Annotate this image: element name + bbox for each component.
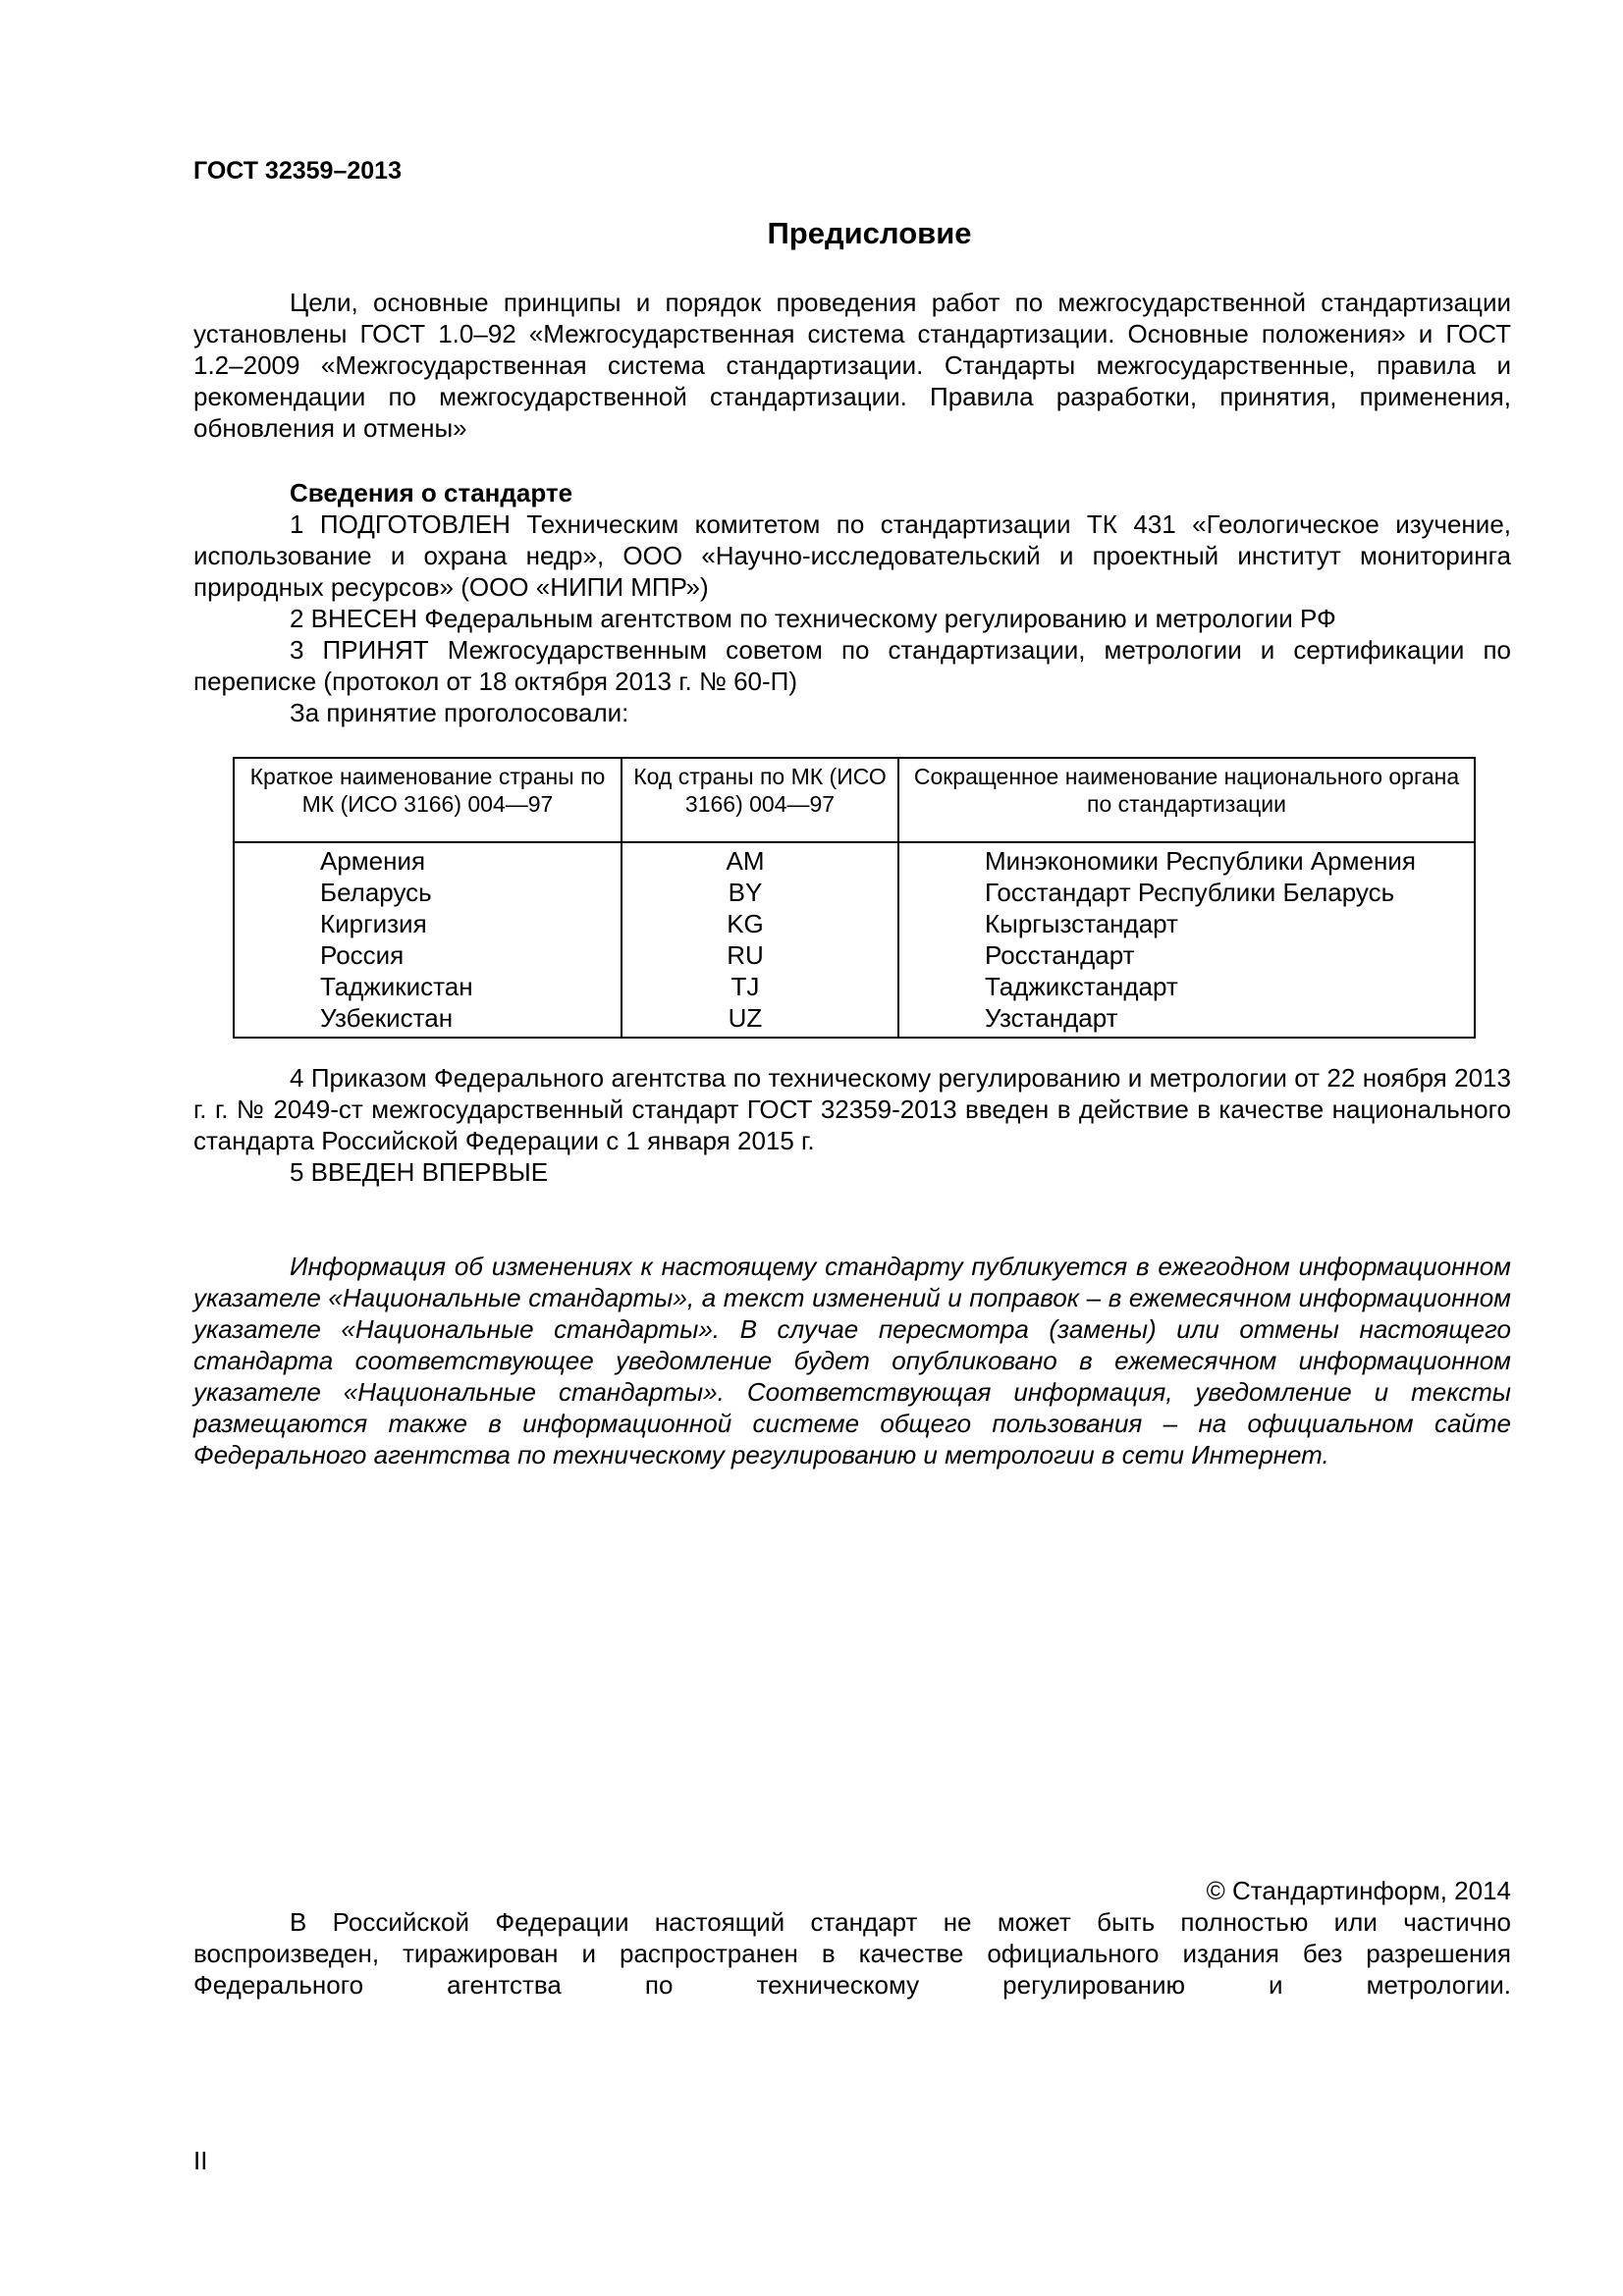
table-row (234, 877, 1475, 908)
table-row (234, 939, 1475, 971)
votes-table (233, 757, 1476, 1039)
country-name: Киргизия (234, 908, 622, 939)
country-name: Россия (234, 939, 622, 971)
header-country: Краткое наименование страны по МК (ИСО 3166) 004—97 (234, 758, 622, 842)
country-code: BY (622, 877, 898, 908)
copyright-line: © Стандартинформ, 2014 (1206, 1876, 1511, 1905)
country-name: Беларусь (234, 877, 622, 908)
country-code: TJ (622, 971, 898, 1002)
standard-info-heading: Сведения о стандарте (290, 478, 573, 507)
country-name: Таджикистан (234, 971, 622, 1002)
header-body: Сокращенное наименование национального органа по стандартизации (898, 758, 1475, 842)
page-number: II (193, 2146, 208, 2175)
country-code: UZ (622, 1002, 898, 1038)
rights-notice-paragraph: В Российской Федерации настоящий стандарт не может быть полностью или частично воспроизведен, тиражирован и распространен в качестве официального издания без разрешения Федерального агентства по техническому регулированию и метрологии. (193, 1907, 1511, 2000)
info-item-2: 2 ВНЕСЕН Федеральным агентством по техническому регулированию и метрологии РФ (290, 604, 1336, 633)
table-row (234, 908, 1475, 939)
country-code: RU (622, 939, 898, 971)
page-title: Предисловие (767, 216, 972, 250)
standards-body: Таджикстандарт (898, 971, 1475, 1002)
info-item-1: 1 ПОДГОТОВЛЕН Техническим комитетом по стандартизации ТК 431 «Геологическое изучение, использование и охрана недр», ООО «Научно-исследовательский и проектный институт мониторинга природных ресурсов» (ООО «НИПИ МПР») (193, 509, 1511, 602)
standards-body: Узстандарт (898, 1002, 1475, 1038)
header-code: Код страны по МК (ИСО 3166) 004—97 (622, 758, 898, 842)
intro-paragraph: Цели, основные принципы и порядок проведения работ по межгосударственной стандартизации установлены ГОСТ 1.0–92 «Межгосударственная система стандартизации. Основные положения» и ГОСТ 1.2–2009 «Межгосударственная система стандартизации. Стандарты межгосударственные, правила и рекомендации по межгосударственной стандартизации. Правила разработки, принятия, применения, обновления и отмены» (193, 288, 1511, 443)
info-item-3: 3 ПРИНЯТ Межгосударственным советом по стандартизации, метрологии и сертификации по переписке (протокол от 18 октября 2013 г. № 60-П) (193, 635, 1511, 696)
standards-body: Минэкономики Республики Армения (898, 842, 1475, 877)
table-row (234, 971, 1475, 1002)
standards-body: Кыргызстандарт (898, 908, 1475, 939)
country-code: KG (622, 908, 898, 939)
document-code-header: ГОСТ 32359–2013 (193, 157, 402, 185)
standards-body: Госстандарт Республики Беларусь (898, 877, 1475, 908)
table-row (234, 842, 1475, 877)
table-header-row (234, 758, 1475, 842)
table-row (234, 1002, 1475, 1038)
standards-body: Росстандарт (898, 939, 1475, 971)
country-name: Узбекистан (234, 1002, 622, 1038)
country-name: Армения (234, 842, 622, 877)
country-code: AM (622, 842, 898, 877)
info-item-5: 5 ВВЕДЕН ВПЕРВЫЕ (290, 1157, 549, 1187)
voted-label: За принятие проголосовали: (290, 698, 629, 727)
change-notice-paragraph: Информация об изменениях к настоящему стандарту публикуется в ежегодном информационном указателе «Национальные стандарты», а текст изменений и поправок – в ежемесячном информационном указателе «Национальные стандарты». В случае пересмотра (замены) или отмены настоящего стандарта соответствующее уведомление будет опубликовано в ежемесячном информационном указателе «Национальные стандарты». Соответствующая информация, уведомление и тексты размещаются также в информационной системе общего пользования – на официальном сайте Федерального агентства по техническому регулированию и метрологии в сети Интернет. (193, 1252, 1511, 1469)
info-item-4: 4 Приказом Федерального агентства по техническому регулированию и метрологии от 22 ноября 2013 г. г. № 2049-ст межгосударственный стандарт ГОСТ 32359-2013 введен в действие в качестве национального стандарта Российской Федерации с 1 января 2015 г. (193, 1063, 1511, 1155)
